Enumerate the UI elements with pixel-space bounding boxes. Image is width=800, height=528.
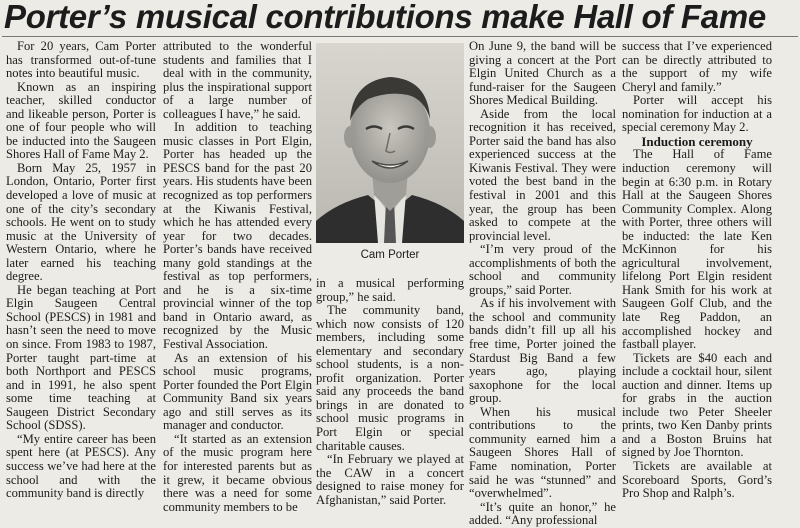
photo-caption: Cam Porter xyxy=(360,249,420,261)
headline: Porter’s musical contributions make Hall of Fame xyxy=(4,0,766,35)
paragraph: Born May 25, 1957 in London, Ontario, Porter first developed a love of music at one of the city’s secondary schools. He went on to study music at the University of Western Ontario, where he later earned his teaching degree. xyxy=(6,160,156,284)
portrait-photo xyxy=(316,43,464,243)
article-column-1 xyxy=(6,39,156,501)
paragraph: “I’m very proud of the accomplishments of both the school and community groups,” said Porter. xyxy=(469,242,616,297)
paragraph: success that I’ve experienced can be directly attributed to the support of my wife Cheryl and family.” xyxy=(622,39,772,94)
paragraph: Tickets are $40 each and include a cocktail hour, silent auction and dinner. Items up for grabs in the auction include two Peter Sheeler prints, two Ken Danby prints and a Boston Bruins hat signed by Joe Thornton. xyxy=(622,350,772,460)
paragraph: For 20 years, Cam Porter has transformed out-of-tune notes into beautiful music. xyxy=(6,39,156,81)
paragraph: Aside from the local recognition it has received, Porter said the band has also experienced success at the Kiwanis Festival. They were voted the best band in the festival in 2001 and this year, the group has been asked to compete at the provincial level. xyxy=(469,106,616,243)
paragraph: Known as an inspiring teacher, skilled conductor and likeable person, Porter is one of four people who will be inducted into the Saugeen Shores Hall of Fame May 2. xyxy=(6,79,156,162)
paragraph: “It’s quite an honor,” he added. “Any professional xyxy=(469,499,616,528)
article-column-3 xyxy=(316,276,464,507)
paragraph: The Hall of Fame induction ceremony will begin at 6:30 p.m. in Rotary Hall at the Saugeen Shores Community Complex. Along with Porter, three others will be inducted: the late Ken McKinnon for his agricultural involvement, lifelong Port Elgin resident Hank Smith for his work at Saugeen Golf Club, and the late Reg Paddon, an accomplished hockey and fastball player. xyxy=(622,147,772,352)
subheading: Induction ceremony xyxy=(641,133,753,149)
paragraph: Porter will accept his nomination for induction at a special ceremony May 2. xyxy=(622,93,772,135)
article-column-5 xyxy=(622,39,772,501)
paragraph: As an extension of his school music programs, Porter founded the Port Elgin Community Band six years ago and still serves as its manager and conductor. xyxy=(163,350,312,433)
paragraph: “It started as an extension of the music program here for interested parents but as it grew, it became obvious there was a need for some community members to be xyxy=(163,431,312,514)
paragraph: In addition to teaching music classes in Port Elgin, Porter has headed up the PESCS band for the past 20 years. His students have been recognized as top performers at the Kiwanis Festival, which he has attended every year for two decades. Porter’s bands have received many gold standings at the festival as top performers, and he is a six-time provincial winner of the top band in Ontario award, as recognized by the Music Festival Association. xyxy=(163,120,312,352)
paragraph: He began teaching at Port Elgin Saugeen Central School (PESCS) in 1981 and hasn’t seen the need to move on since. From 1983 to 1987, Porter taught part-time at both Northport and PESCS and in 1991, he also spent some time teaching at Saugeen District Secondary School (SDSS). xyxy=(6,282,156,433)
paragraph: When his musical contributions to the community earned him a Saugeen Shores Hall of Fame nomination, Porter said he was “stunned” and “overwhelmed”. xyxy=(469,404,616,501)
paragraph: in a musical performing group,” he said. xyxy=(316,276,464,304)
paragraph: The community band, which now consists of 120 members, including some elementary and secondary school students, is a non-profit organization. Porter said any proceeds the band brings in are donated to school music programs in Port Elgin or special charitable causes. xyxy=(316,303,464,453)
article-column-2 xyxy=(163,39,312,514)
paragraph: “In February we played at the CAW in a concert designed to raise money for Afghanistan,” said Porter. xyxy=(316,452,464,507)
paragraph: On June 9, the band will be giving a concert at the Port Elgin United Church as a fund-raiser for the Saugeen Shores Medical Building. xyxy=(469,39,616,108)
paragraph: As if his involvement with the school and community bands didn’t fill up all his free time, Porter joined the Stardust Big Band a few years ago, playing saxophone for the local group. xyxy=(469,296,616,406)
paragraph: attributed to the wonderful students and families that I deal with in the community, plus the inspirational support of a large number of colleagues I have,” he said. xyxy=(163,39,312,121)
paragraph: “My entire career has been spent here (at PESCS). Any success we’ve had here at the school and with the community band is directly xyxy=(6,431,156,501)
paragraph: Tickets are available at Scoreboard Sports, Gord’s Pro Shop and Ralph’s. xyxy=(622,459,772,501)
headline-rule xyxy=(2,36,798,37)
article-column-4 xyxy=(469,39,616,528)
